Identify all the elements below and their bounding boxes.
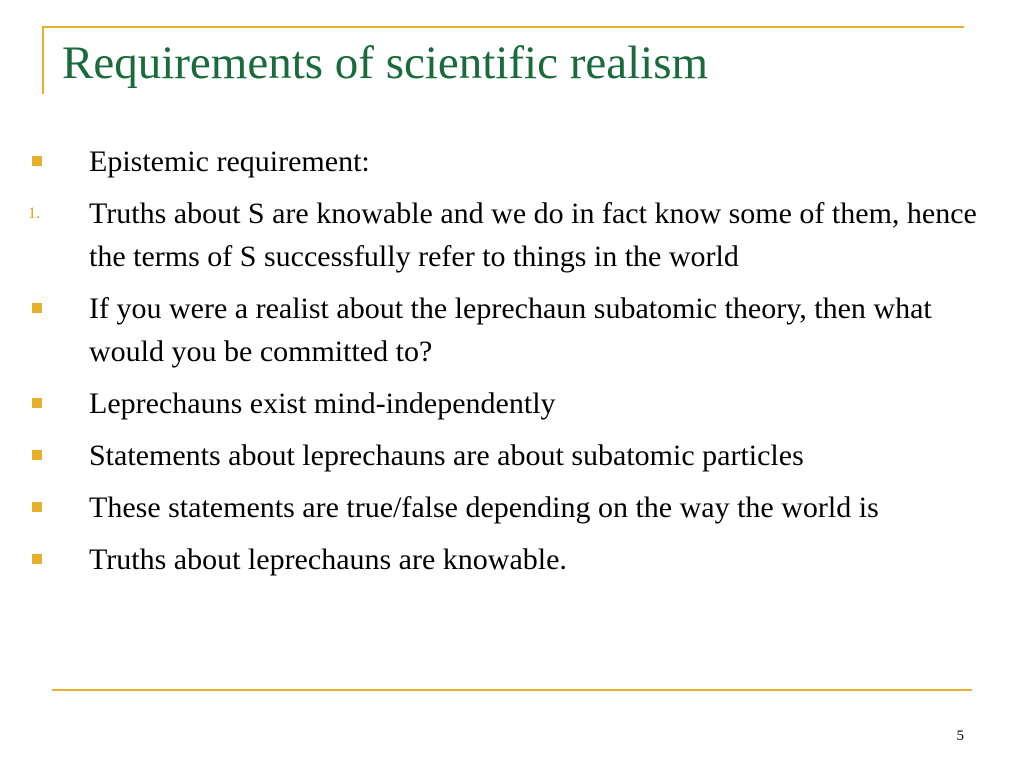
square-bullet-icon [30, 382, 80, 425]
bullet-item [0, 434, 1024, 477]
bullet-text: If you were a realist about the leprechaun subatomic theory, then what would you be committed to? [89, 292, 932, 368]
bullet-text: Epistemic requirement: [89, 145, 370, 178]
footer-divider-line [52, 689, 972, 691]
bullet-item [0, 140, 1024, 183]
slide-title: Requirements of scientific realism [62, 37, 709, 89]
square-bullet-icon [30, 140, 80, 183]
numbered-item [0, 192, 1024, 278]
square-bullet-icon [30, 287, 80, 330]
title-frame-left-line [42, 26, 44, 94]
bullet-item [0, 287, 1024, 373]
title-frame-top-line [42, 26, 964, 28]
bullet-text: Truths about S are knowable and we do in fact know some of them, hence the terms of S successfully refer to things in the world [89, 197, 977, 273]
bullet-text: Statements about leprechauns are about subatomic particles [89, 439, 804, 472]
bullet-item [0, 538, 1024, 581]
bullet-item [0, 382, 1024, 425]
bullet-text: Leprechauns exist mind-independently [89, 387, 556, 420]
bullet-text: These statements are true/false depending on the way the world is [89, 491, 879, 524]
square-bullet-icon [30, 434, 80, 477]
page-number: 5 [956, 728, 964, 744]
bullet-list [0, 140, 1024, 590]
bullet-item [0, 486, 1024, 529]
square-bullet-icon [30, 486, 80, 529]
bullet-text: Truths about leprechauns are knowable. [89, 543, 567, 576]
square-bullet-icon [30, 538, 80, 581]
list-number: 1. [28, 205, 40, 222]
